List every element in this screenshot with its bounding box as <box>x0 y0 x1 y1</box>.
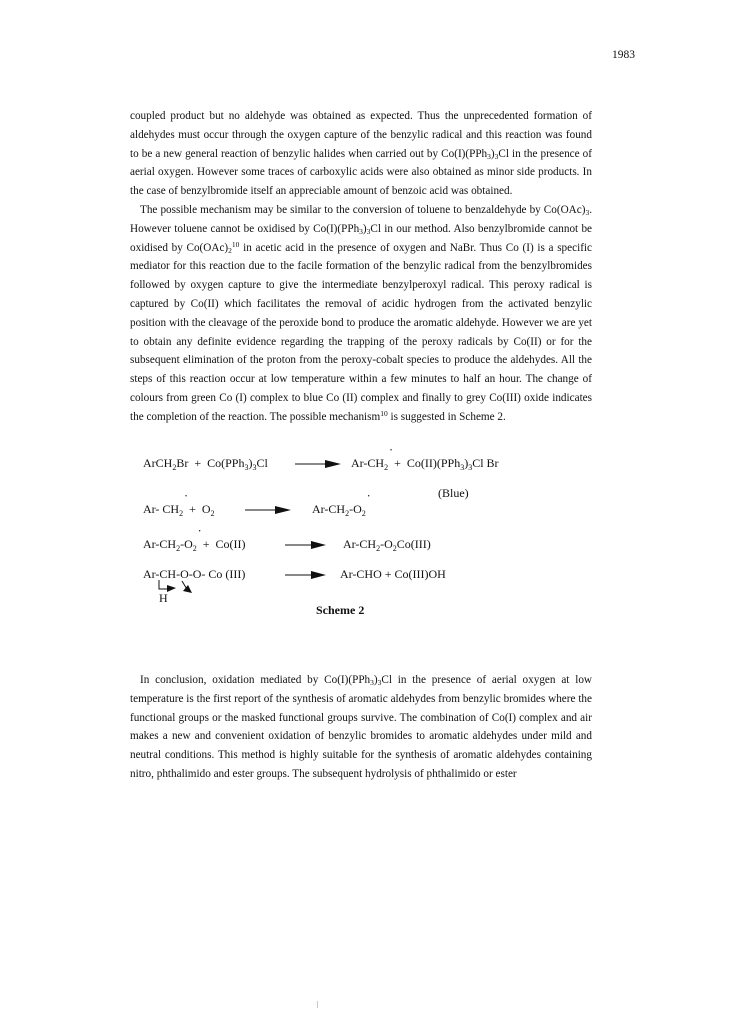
reaction-1-reactants: ArCH$_2$Br + $Co(PPh_3)_3Cl$ <box>143 456 268 472</box>
paragraph-conclusion: In conclusion, oxidation mediated by $Co(I)(PPh_3)_3Cl$ in the presence of aerial oxygen at low temperature is the first report of the synthesis of aromatic aldehydes from benzylic bromides where the functional groups or the masked functional groups survive. The combination of Co(I) complex and air makes a new and convenient oxidation of benzylic bromides to aromatic aldehydes under mild and neutral conditions. This method is highly suitable for the synthesis of aromatic aldehydes containing nitro, phthalimido and ester groups. The subsequent hydrolysis of phthalimido or ester <box>130 674 592 780</box>
reaction-3-reactants: $Ar-CH_2-O_2 + Co(II)$ <box>143 537 246 553</box>
reaction-4-products: Ar-CHO + Co(III)OH <box>340 567 446 581</box>
paragraph-mechanism: The possible mechanism may be similar to the conversion of toluene to benzaldehyde by $Co(OAc)_3$. However toluene cannot be oxidised by $Co(I)(PPh_3)_3Cl$ in our method. Also benzylbromide cannot be oxidised by $Co(OAc)_2^{10}$ in acetic acid in the presence of oxygen and NaBr. Thus Co (I) is a specific mediator for this reaction due to the facile formation of the benzylic radical from the benzylbromides followed by oxygen capture to give the intermediate benzylperoxyl radical. This peroxy radical is captured by Co(II) which facilitates the removal of acidic hydrogen from the activated benzylic position with the cleavage of the peroxide bond to produce the aromatic aldehyde. However we are yet to obtain any definite evidence regarding the trapping of the peroxy radicals by Co(II) or for the subsequent elimination of the proton from the peroxy-cobalt species to produce the aldehydes. All the steps of this reaction occur at low temperature within a few minutes to half an hour. The change of colours from green Co (I) complex to blue Co (II) complex and finally to grey Co(III) oxide indicates the completion of the reaction. The possible mechanism$^{10}$ is suggested in Scheme 2. <box>130 204 592 423</box>
scheme-caption: Scheme 2 <box>316 603 365 617</box>
reaction-arrow-3 <box>285 540 327 550</box>
paragraph-continued-text: coupled product but no aldehyde was obtained as expected. Thus the unprecedented formation of aldehydes must occur through the oxygen capture of the benzylic radical and this reaction was found to be a new general reaction of benzylic halides when carried out by $Co(I)(PPh_3)_3Cl$ in the presence of aerial oxygen. However some traces of carboxylic acids were also obtained as minor side products. In the case of benzylbromide itself an appreciable amount of benzoic acid was obtained. <box>130 110 592 198</box>
reaction-2-products: $Ar-CH_2-O_2$ <box>312 502 366 518</box>
hydrogen-label: H <box>159 591 168 605</box>
reaction-3-products: $Ar-CH_2-O_2Co(III)$ <box>343 537 431 553</box>
reaction-arrow-1 <box>295 459 342 469</box>
reaction-arrow-4 <box>285 570 327 580</box>
scan-artifact-mark <box>317 1001 318 1008</box>
reaction-1-products: $Ar-CH_2 + Co(II)(PPh_3)_3Cl$ Br <box>351 456 499 472</box>
blue-color-label: (Blue) <box>438 486 469 500</box>
reaction-4-reactant: Ar-CH-O-O- Co (III) <box>143 567 246 581</box>
reaction-arrow-2 <box>245 505 292 515</box>
electron-push-arrows <box>150 579 200 595</box>
reaction-2-reactants: Ar- $CH_2 + O_2$ <box>143 502 215 518</box>
page-number: 1983 <box>612 49 635 61</box>
